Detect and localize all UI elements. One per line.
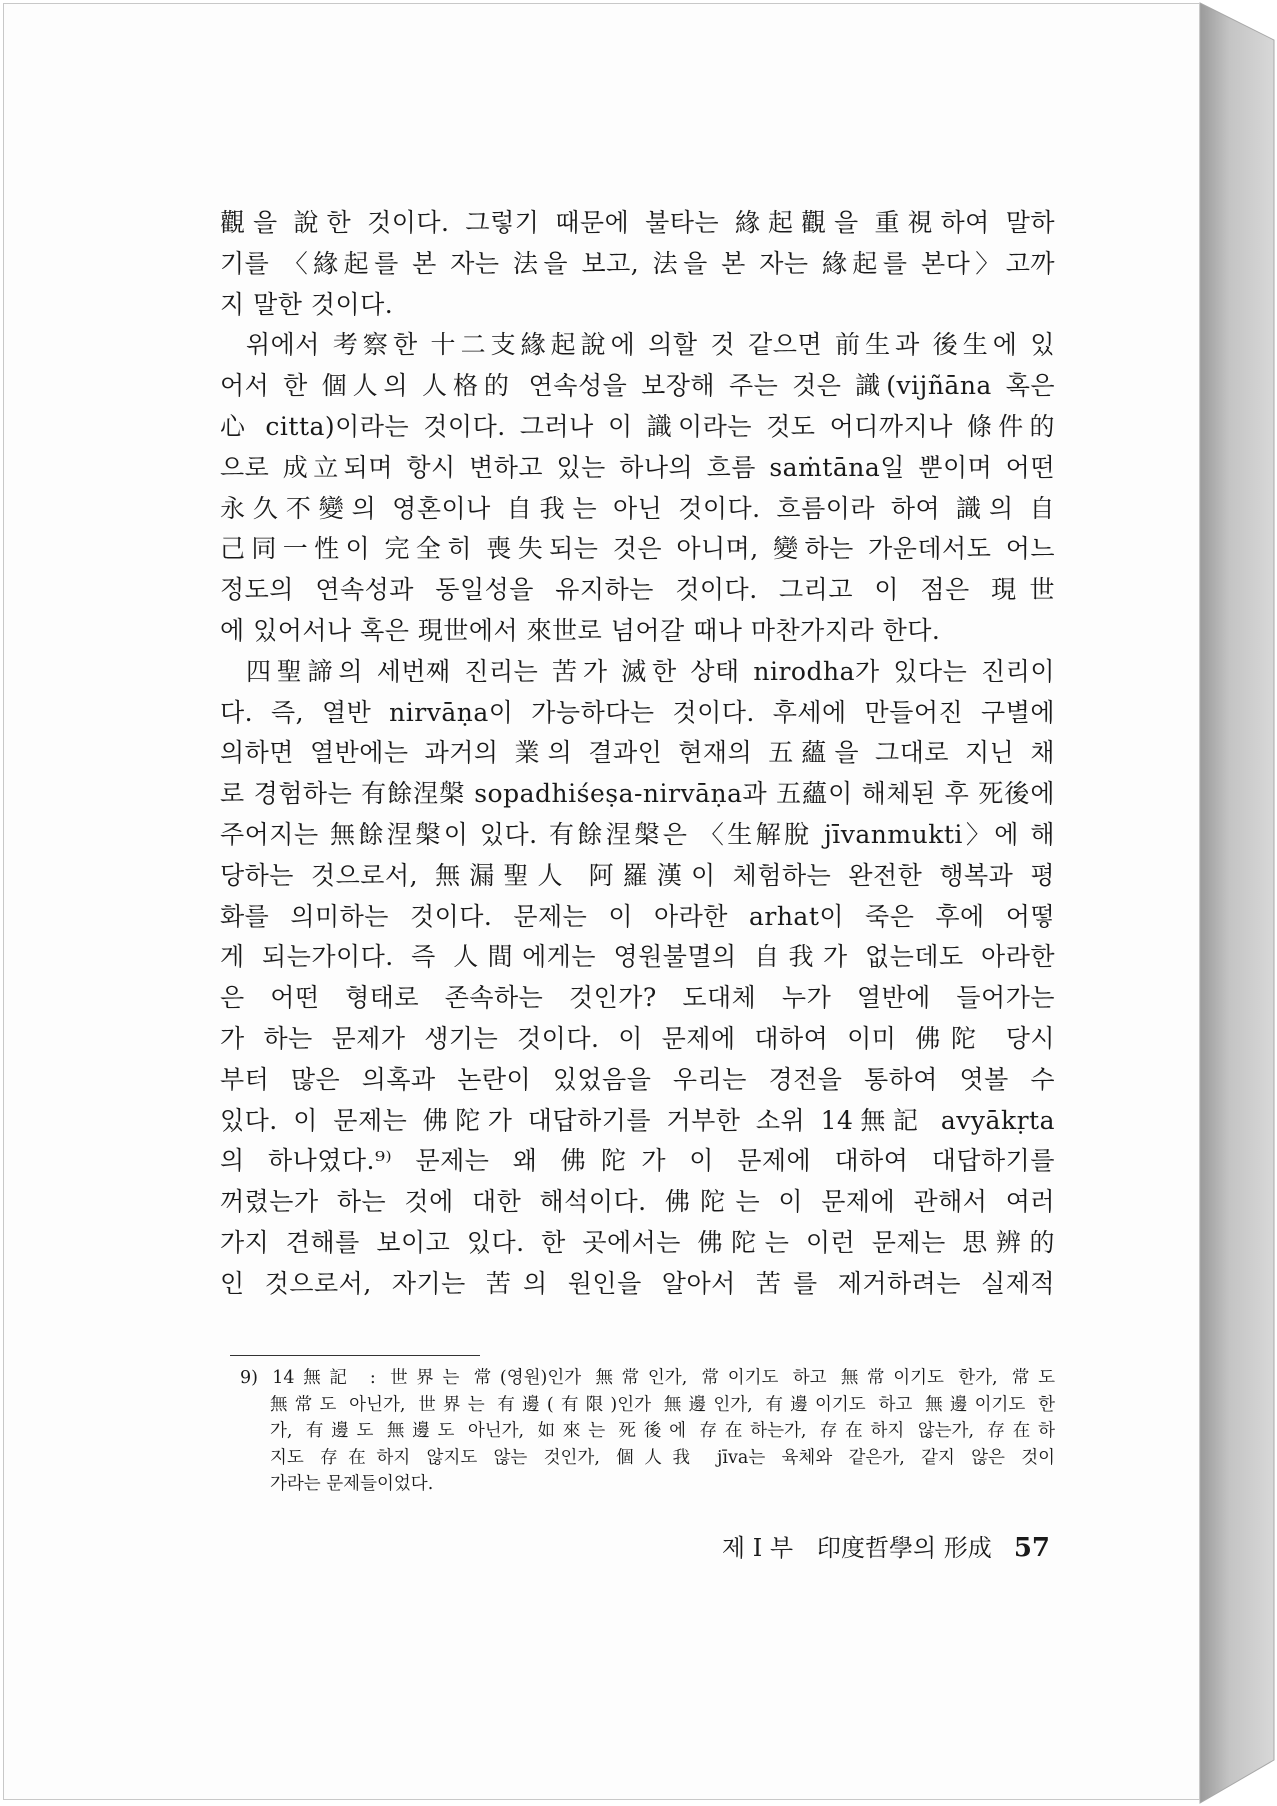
body-line: 永久不變의 영혼이나 自我는 아닌 것이다. 흐름이라 하여 識의 自 [220,493,1055,523]
body-line: 인 것으로서, 자기는 苦의 원인을 알아서 苦를 제거하려는 실제적 [220,1268,1055,1298]
page-footer [722,1530,1050,1566]
footnote-line: 가라는 문제들이었다. [270,1474,434,1494]
body-line: 四聖諦의 세번째 진리는 苦가 滅한 상태 nirodha가 있다는 진리이 [246,656,1055,686]
body-line: 어서 한 個人의 人格的 연속성을 보장해 주는 것은 識(vijñāna 혹은 [220,371,1055,401]
body-line: 당하는 것으로서, 無漏聖人 阿羅漢이 체험하는 완전한 행복과 평 [220,860,1055,890]
body-line: 지 말한 것이다. [220,289,394,319]
footnote-line: 지도 存在하지 않지도 않는 것인가, 個人我 jīva는 육체와 같은가, 같지 않은 것이 [270,1447,1055,1468]
body-line: 에 있어서나 혹은 現世에서 來世로 넘어갈 때나 마찬가지라 한다. [220,615,941,645]
body-line: 주어지는 無餘涅槃이 있다. 有餘涅槃은 〈生解脫 jīvanmukti〉에 해 [220,819,1055,849]
body-line: 은 어떤 형태로 존속하는 것인가? 도대체 누가 열반에 들어가는 [220,983,1055,1013]
footnote [240,1365,1055,1498]
page-number: 57 [1013,1533,1050,1563]
body-line: 의 하나였다.⁹⁾ 문제는 왜 佛陀가 이 문제에 대하여 대답하기를 [220,1146,1055,1176]
body-line: 위에서 考察한 十二支緣起說에 의할 것 같으면 前生과 後生에 있 [246,330,1055,360]
body-line: 가 하는 문제가 생기는 것이다. 이 문제에 대하여 이미 佛陀 당시 [220,1023,1055,1053]
body-text [220,203,1055,1305]
body-line: 정도의 연속성과 동일성을 유지하는 것이다. 그리고 이 점은 現世 [220,575,1055,605]
footnote-divider [230,1355,480,1356]
body-line: 게 되는가이다. 즉 人間에게는 영원불멸의 自我가 없는데도 아라한 [220,942,1055,972]
body-line: 기를 〈緣起를 본 자는 法을 보고, 法을 본 자는 緣起를 본다〉고까 [220,248,1055,278]
body-line: 己同一性이 完全히 喪失되는 것은 아니며, 變하는 가운데서도 어느 [220,534,1055,564]
running-footer-section: 제 I 부 印度哲學의 形成 [721,1534,992,1562]
body-line: 화를 의미하는 것이다. 문제는 이 아라한 arhat이 죽은 후에 어떻 [220,901,1055,931]
footnote-line: 9) 14無記 : 世界는 常(영원)인가 無常인가, 常이기도 하고 無常이기도 한가, 常도 [240,1368,1055,1388]
body-line: 다. 즉, 열반 nirvāṇa이 가능하다는 것이다. 후세에 만들어진 구별에 [220,697,1055,727]
body-line: 心 citta)이라는 것이다. 그러나 이 識이라는 것도 어디까지나 條件的 [220,411,1055,441]
body-line: 의하면 열반에는 과거의 業의 결과인 현재의 五蘊을 그대로 지닌 채 [220,738,1055,768]
footnote-line: 가, 有邊도 無邊도 아닌가, 如來는 死後에 存在하는가, 存在하지 않는가, 存在하 [270,1421,1055,1441]
body-line: 있다. 이 문제는 佛陀가 대답하기를 거부한 소위 14無記 avyākṛta [220,1105,1055,1135]
body-line: 부터 많은 의혹과 논란이 있었음을 우리는 경전을 통하여 엿볼 수 [220,1064,1055,1094]
body-line: 로 경험하는 有餘涅槃 sopadhiśeṣa-nirvāṇa과 五蘊이 해체된 후 死後에 [220,779,1055,809]
book-side-face [1200,3,1274,1803]
footnote-line: 無常도 아닌가, 世界는 有邊(有限)인가 無邊인가, 有邊이기도 하고 無邊이기도 한 [270,1394,1055,1415]
body-line: 가지 견해를 보이고 있다. 한 곳에서는 佛陀는 이런 문제는 思辨的 [220,1227,1055,1257]
body-line: 으로 成立되며 항시 변하고 있는 하나의 흐름 saṁtāna일 뿐이며 어떤 [220,452,1055,482]
body-line: 꺼렸는가 하는 것에 대한 해석이다. 佛陀는 이 문제에 관해서 여러 [220,1187,1055,1217]
body-line: 觀을 說한 것이다. 그렇기 때문에 불타는 緣起觀을 重視하여 말하 [220,208,1055,237]
